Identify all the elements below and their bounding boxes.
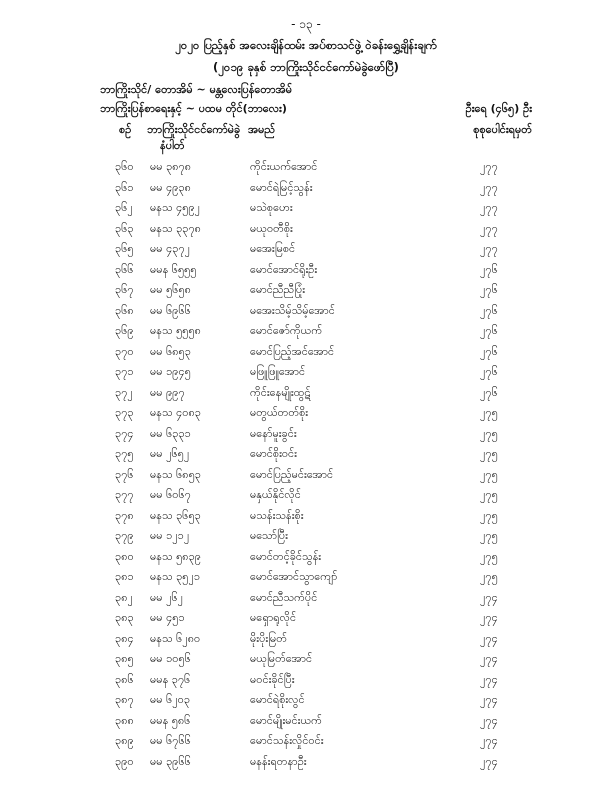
meta-line-2-right: ဦးရေ (၄၆၅) ဦး xyxy=(465,102,532,115)
row-name: မဝင်းခိုင်ပြီး xyxy=(250,672,295,686)
row-number: ၃၇၇ xyxy=(115,488,134,501)
row-mark: ၂၇၆ xyxy=(480,365,498,378)
row-name: မောင်အောင်ရိုးဦး xyxy=(250,262,318,276)
row-registration: မနသ ၃၆၅၃ xyxy=(150,508,201,522)
table-row xyxy=(0,345,612,367)
row-name: မောင်ပြည့်မင်းအောင် xyxy=(250,467,334,481)
row-registration: မနသ ၅၈၃၉ xyxy=(150,549,201,563)
table-row xyxy=(0,160,612,182)
table-row xyxy=(0,304,612,326)
row-mark: ၂၇၅ xyxy=(480,529,498,542)
row-name: ကိုင်းနေမျိုးထွဋ် xyxy=(250,385,311,399)
row-name: မိုးပိုးမြတ် xyxy=(250,631,287,645)
row-registration: မမ ၂၆၂ xyxy=(150,590,184,604)
row-number: ၃၈၉ xyxy=(115,734,134,747)
table-row xyxy=(0,591,612,613)
row-registration: မမ ၁၀၅၆ xyxy=(150,652,191,665)
row-number: ၃၆၅ xyxy=(115,242,134,255)
row-mark: ၂၇၅ xyxy=(480,447,498,460)
table-row xyxy=(0,652,612,674)
row-name: မအေးသိမ့်သိမ့်အောင် xyxy=(250,303,335,317)
row-mark: ၂၇၆ xyxy=(480,385,498,399)
row-mark: ၂၇၄ xyxy=(480,713,498,727)
table-row xyxy=(0,283,612,305)
row-registration: မနသ ၄၀၈၃ xyxy=(150,406,201,419)
row-name: မောင်အောင်သွာကျော် xyxy=(250,570,338,583)
row-mark: ၂၇၄ xyxy=(480,631,498,645)
row-name: မသန်းသန်းစိုး xyxy=(250,508,304,522)
row-number: ၃၇၅ xyxy=(115,447,134,460)
row-mark: ၂၇၅ xyxy=(480,549,498,563)
row-mark: ၂၇၄ xyxy=(480,590,498,604)
row-mark: ၂၇၇ xyxy=(480,221,498,235)
row-mark: ၂၇၄ xyxy=(480,693,498,706)
row-mark: ၂၇၅ xyxy=(480,467,498,481)
row-number: ၃၇၃ xyxy=(115,406,134,419)
row-name: မနန်းရတနာဦး xyxy=(250,754,307,768)
row-mark: ၂၇၄ xyxy=(480,734,498,747)
table-row xyxy=(0,488,612,510)
column-header-no: စဉ် xyxy=(119,123,132,136)
row-number: ၃၈၆ xyxy=(115,672,134,686)
column-header-name: အမည် xyxy=(248,123,276,136)
row-registration: မမ ၆၇၆၆ xyxy=(150,734,191,747)
row-number: ၃၈၈ xyxy=(115,713,134,727)
row-number: ၃၇၁ xyxy=(115,365,134,378)
table-row xyxy=(0,427,612,449)
table-row xyxy=(0,242,612,264)
table-row xyxy=(0,181,612,203)
row-name: မနော်မူးခွင်း xyxy=(250,426,297,440)
row-mark: ၂၇၅ xyxy=(480,426,498,440)
row-registration: မမ ၄၉၃၈ xyxy=(150,180,191,194)
table-row xyxy=(0,406,612,428)
row-number: ၃၇၆ xyxy=(115,467,134,481)
row-number: ၃၆၆ xyxy=(115,262,134,276)
row-registration: မနသ ၆၈၅၃ xyxy=(150,467,201,481)
row-name: မောင်ညီသက်ပိုင် xyxy=(250,590,318,604)
row-mark: ၂၇၇ xyxy=(480,160,498,173)
table-row xyxy=(0,222,612,244)
table-row xyxy=(0,365,612,387)
row-name: မောင်ရဲစိုးလွင် xyxy=(250,693,305,706)
table-row xyxy=(0,263,612,285)
row-name: မောင်ညီညီပြုံး xyxy=(250,283,306,296)
table-row xyxy=(0,447,612,469)
table-row xyxy=(0,693,612,715)
row-name: မအေးမြစင် xyxy=(250,242,296,255)
row-registration: မမ ၃၉၆၆ xyxy=(150,754,191,768)
table-row xyxy=(0,632,612,654)
row-mark: ၂၇၄ xyxy=(480,754,498,768)
row-registration: မမ ၁၂၁၂ xyxy=(150,529,190,542)
table-row xyxy=(0,550,612,572)
row-number: ၃၆၉ xyxy=(115,324,134,337)
row-name: မောင်ဇော်ကိုယက် xyxy=(250,324,323,337)
row-registration: မမ ၆၀၆၇ xyxy=(150,488,191,501)
row-number: ၃၆၈ xyxy=(115,303,134,317)
row-name: မောင်စိုးဝင်း xyxy=(250,447,297,460)
meta-line-2-left: ဘာကြိုးပြန်စာရေးနှင့် ~ ပထမ တိုင်(ဘာလေး) xyxy=(100,102,287,115)
row-registration: မနသ ၆၂၈၀ xyxy=(150,631,201,645)
row-registration: မနသ ၃၅၂၁ xyxy=(150,570,201,583)
row-number: ၃၈၀ xyxy=(115,549,134,563)
row-mark: ၂၇၆ xyxy=(480,324,498,337)
table-row xyxy=(0,529,612,551)
row-mark: ၂၇၇ xyxy=(480,242,498,255)
table-row xyxy=(0,714,612,736)
row-name: မယုဝတီစိုး xyxy=(250,221,293,235)
row-registration: မမန ၅၈၆ xyxy=(150,713,191,727)
row-number: ၃၈၄ xyxy=(115,631,134,645)
row-mark: ၂၇၆ xyxy=(480,262,498,276)
table-row xyxy=(0,509,612,531)
row-name: မောင်ပြည့်အင်အောင် xyxy=(250,344,335,358)
row-mark: ၂၇၅ xyxy=(480,508,498,522)
row-mark: ၂၇၇ xyxy=(480,180,498,194)
row-name: မောင်မျိုးမင်းယက် xyxy=(250,713,322,727)
row-name: ကိုင်းယက်အောင် xyxy=(250,160,318,173)
column-header-reg-sub: နံပါတ် xyxy=(160,139,185,152)
row-mark: ၂၇၄ xyxy=(480,672,498,686)
row-name: မသဲစုဟေး xyxy=(250,201,293,214)
row-registration: မမ ၄၃၇၂ xyxy=(150,242,191,255)
row-mark: ၂၇၆ xyxy=(480,303,498,317)
row-registration: မနသ ၅၅၅၈ xyxy=(150,324,201,337)
row-name: မဖြူဖြူအောင် xyxy=(250,365,306,378)
row-registration: မမန ၃၇၆ xyxy=(150,672,191,686)
row-name: မောင်သန်းလှိုင်ဝင်း xyxy=(250,734,324,747)
row-registration: မမ ၄၅၁ xyxy=(150,611,185,624)
document-subtitle: (၂၀၁၉ ခုနှစ် ဘာကြိုးသိုင်ငင်ကော်မဲခွဲဖော်ပြီ) xyxy=(213,60,399,74)
row-registration: မမ ၅၆၅၈ xyxy=(150,283,191,296)
row-mark: ၂၇၇ xyxy=(480,201,498,214)
table-row xyxy=(0,201,612,223)
row-number: ၃၈၃ xyxy=(115,611,134,624)
row-mark: ၂၇၄ xyxy=(480,611,498,624)
table-row xyxy=(0,468,612,490)
table-row xyxy=(0,570,612,592)
row-mark: ၂၇၆ xyxy=(480,344,498,358)
row-registration: မမန ၆၅၅၅ xyxy=(150,262,197,276)
row-registration: မမ ၃၈၇၈ xyxy=(150,160,192,173)
row-registration: မမ ၆၃၃၁ xyxy=(150,426,191,440)
row-number: ၃၈၅ xyxy=(115,652,134,665)
row-number: ၃၆၃ xyxy=(115,221,134,235)
column-header-mark: စုစုပေါင်းရမှတ် xyxy=(473,123,532,136)
row-registration: မမ ၆၈၅၃ xyxy=(150,344,191,358)
row-mark: ၂၇၅ xyxy=(480,406,498,419)
row-number: ၃၇၈ xyxy=(115,508,134,522)
row-number: ၃၇၂ xyxy=(115,385,133,399)
row-number: ၃၆၇ xyxy=(115,283,134,296)
row-mark: ၂၇၄ xyxy=(480,652,498,665)
row-number: ၃၈၁ xyxy=(115,570,134,583)
row-number: ၃၉၀ xyxy=(115,754,134,768)
row-mark: ၂၇၅ xyxy=(480,570,498,583)
row-number: ၃၇၀ xyxy=(115,344,134,358)
row-number: ၃၇၉ xyxy=(115,529,134,542)
document-title: ၂၀၂၀ ပြည့်နှစ် အလေးချိန်ထမ်း အပ်စာသင်ဖွဲ့ ၀ဲခန်းရွှေ့ချိန်းချက် xyxy=(175,38,437,52)
table-row xyxy=(0,755,612,777)
row-registration: မမ ၂၆၅၂ xyxy=(150,447,190,460)
row-name: မောင်ရဲမြင့်သွန်း xyxy=(250,180,313,194)
table-row xyxy=(0,734,612,756)
row-number: ၃၆၂ xyxy=(115,201,133,214)
row-number: ၃၆၁ xyxy=(115,180,134,194)
row-registration: မနသ ၃၃၇၈ xyxy=(150,221,201,235)
row-name: မောင်တင့်ခိုင်သွန်း xyxy=(250,549,322,563)
row-name: မသော်ပြီး xyxy=(250,529,288,542)
row-mark: ၂၇၆ xyxy=(480,283,498,296)
row-registration: မမ ၁၉၄၅ xyxy=(150,365,191,378)
table-row xyxy=(0,611,612,633)
row-registration: မမ ၉၉၇ xyxy=(150,385,185,399)
meta-line-1: ဘာကြိုးသိုင်/ တောအိမ် ~ မန္တလေးပြန်တောအိမ် xyxy=(100,83,293,96)
row-number: ၃၈၂ xyxy=(115,590,133,604)
row-mark: ၂၇၅ xyxy=(480,488,498,501)
row-name: မတွယ်တတ်စိုး xyxy=(250,406,309,419)
row-name: မယုမြတ်အောင် xyxy=(250,652,313,665)
row-name: မရှောရုလိုင် xyxy=(250,611,297,624)
row-registration: မနသ ၄၅၉၂ xyxy=(150,201,201,214)
row-number: ၃၆၀ xyxy=(115,160,134,173)
column-header-reg: ဘာကြိုးသိုင်ငင်ကော်မဲခွဲ xyxy=(147,123,241,136)
table-row xyxy=(0,673,612,695)
page-number: - ၁၃ - xyxy=(291,17,321,31)
row-registration: မမ ၆၂၀၃ xyxy=(150,693,191,706)
table-row xyxy=(0,324,612,346)
row-name: မနှယ်နိုင်လိုင် xyxy=(250,488,301,501)
row-registration: မမ ၆၉၆၆ xyxy=(150,303,191,317)
row-number: ၃၈၇ xyxy=(115,693,134,706)
row-number: ၃၇၄ xyxy=(115,426,134,440)
table-row xyxy=(0,386,612,408)
